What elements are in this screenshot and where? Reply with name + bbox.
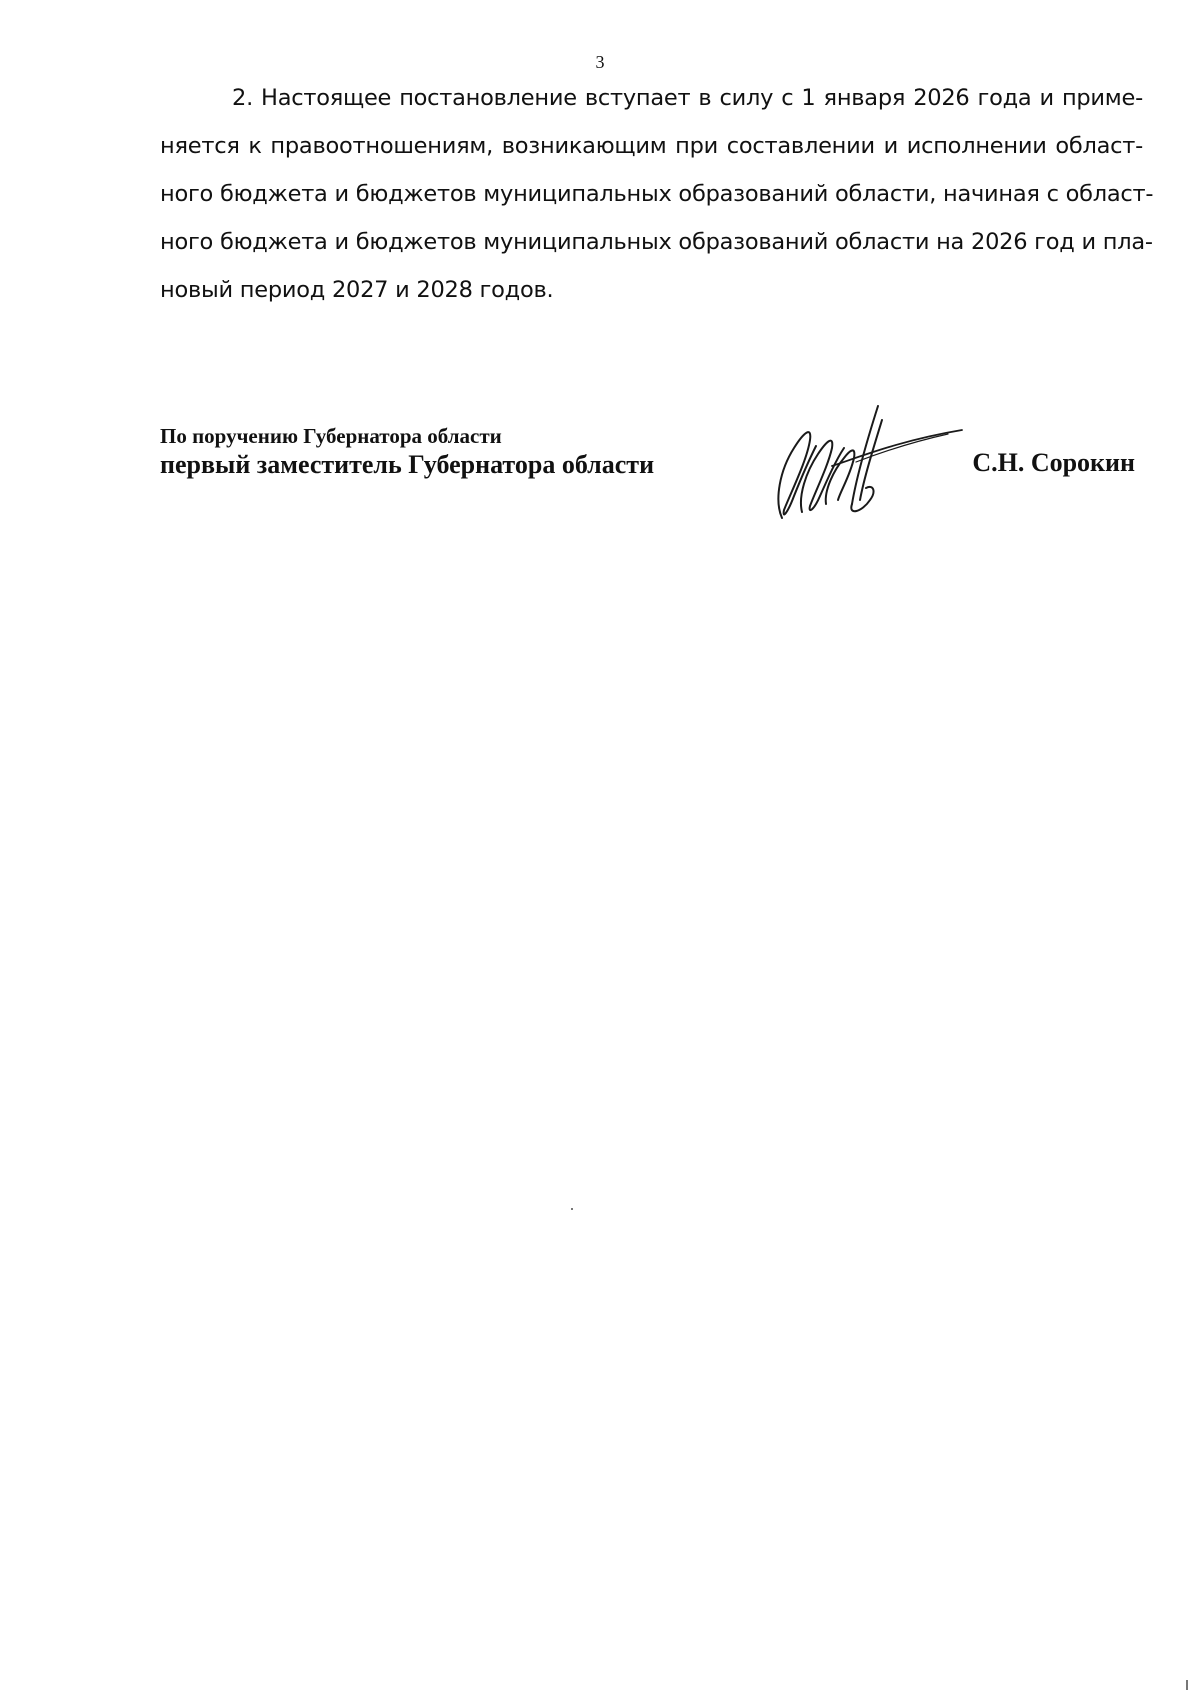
scan-speck	[1186, 1680, 1188, 1690]
signatory-name: С.Н. Сорокин	[972, 448, 1135, 477]
decree-paragraph	[160, 74, 1154, 314]
paragraph-line-3: ного бюджета и бюджетов муниципальных образований области, начиная с област-	[160, 181, 1154, 207]
paragraph-line-1: 2. Настоящее постановление вступает в силу с 1 января 2026 года и приме-	[232, 85, 1143, 111]
paragraph-line-5: новый период 2027 и 2028 годов.	[160, 277, 554, 303]
handwritten-signature-icon	[752, 400, 972, 530]
signatory-authority-line: По поручению Губернатора области	[160, 424, 502, 448]
signatory-position-line: первый заместитель Губернатора области	[160, 450, 655, 479]
scan-speck	[571, 1208, 573, 1210]
paragraph-line-2: няется к правоотношениям, возникающим при составлении и исполнении област-	[160, 133, 1143, 159]
paragraph-line-4: ного бюджета и бюджетов муниципальных образований области на 2026 год и пла-	[160, 229, 1153, 255]
page-number: 3	[595, 52, 605, 72]
